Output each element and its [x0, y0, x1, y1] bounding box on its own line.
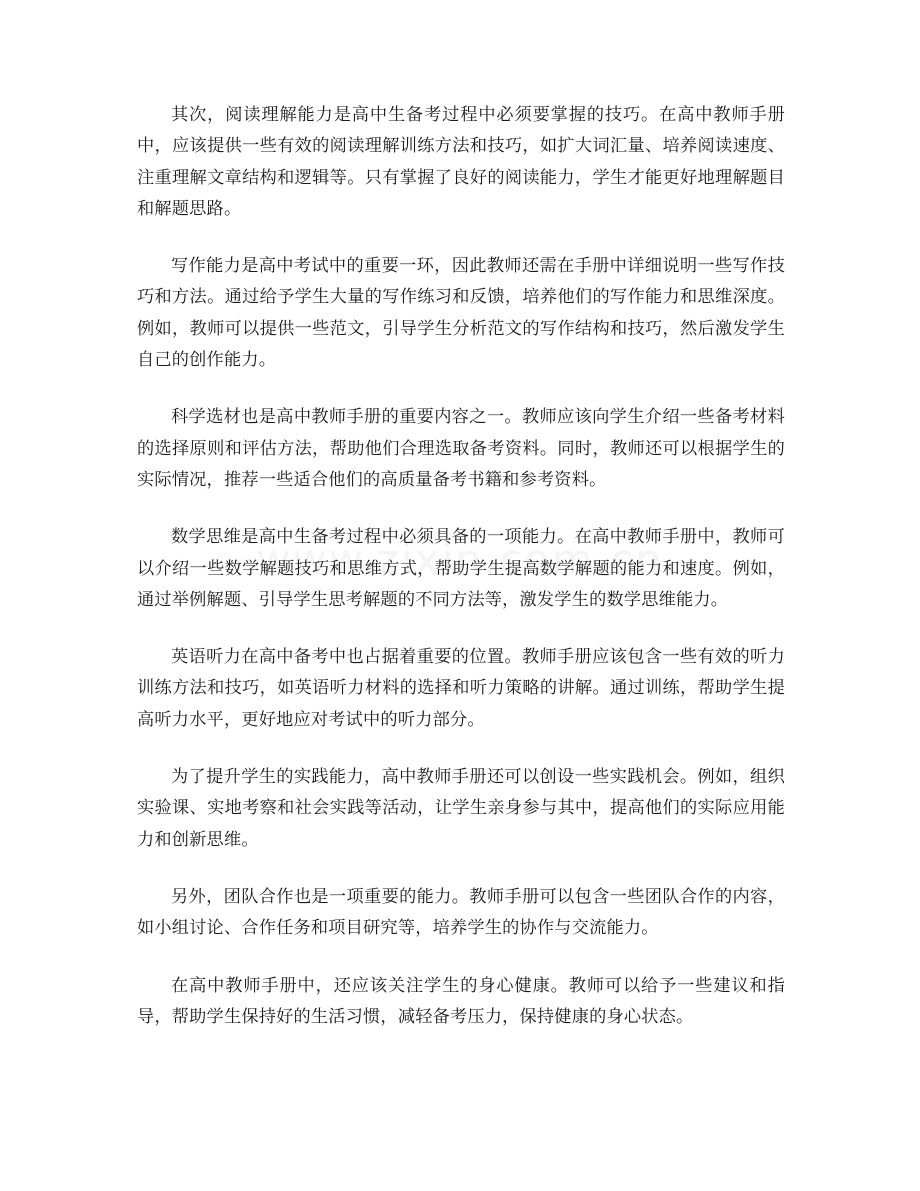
paragraph-materials: 科学选材也是高中教师手册的重要内容之一。教师应该向学生介绍一些备考材料的选择原则和评估方法，帮助他们合理选取备考资料。同时，教师还可以根据学生的实际情况，推荐一些适合他们的高质量备考书籍和参考资料。 — [137, 407, 785, 490]
paragraph-writing: 写作能力是高中考试中的重要一环，因此教师还需在手册中详细说明一些写作技巧和方法。通过给予学生大量的写作练习和反馈，培养他们的写作能力和思维深度。例如，教师可以提供一些范文，引导学生分析范文的写作结构和技巧，然后激发学生自己的创作能力。 — [137, 256, 785, 371]
paragraph-math: 数学思维是高中生备考过程中必须具备的一项能力。在高中教师手册中，教师可以介绍一些数学解题技巧和思维方式，帮助学生提高数学解题的能力和速度。例如，通过举例解题、引导学生思考解题的不同方法等，激发学生的数学思维能力。 — [137, 527, 785, 610]
paragraph-health: 在高中教师手册中，还应该关注学生的身心健康。教师可以给予一些建议和指导，帮助学生保持好的生活习惯，减轻备考压力，保持健康的身心状态。 — [137, 975, 785, 1027]
paragraph-teamwork: 另外，团队合作也是一项重要的能力。教师手册可以包含一些团队合作的内容，如小组讨论、合作任务和项目研究等，培养学生的协作与交流能力。 — [137, 886, 785, 939]
paragraph-practice: 为了提升学生的实践能力，高中教师手册还可以创设一些实践机会。例如，组织实验课、实地考察和社会实践等活动，让学生亲身参与其中，提高他们的实际应用能力和创新思维。 — [137, 767, 785, 850]
paragraph-listening: 英语听力在高中备考中也占据着重要的位置。教师手册应该包含一些有效的听力训练方法和技巧，如英语听力材料的选择和听力策略的讲解。通过训练，帮助学生提高听力水平，更好地应对考试中的听力部分。 — [137, 647, 785, 730]
paragraph-reading: 其次，阅读理解能力是高中生备考过程中必须要掌握的技巧。在高中教师手册中，应该提供一些有效的阅读理解训练方法和技巧，如扩大词汇量、培养阅读速度、注重理解文章结构和逻辑等。只有掌握了良好的阅读能力，学生才能更好地理解题目和解题思路。 — [137, 105, 785, 219]
document-body — [137, 100, 785, 1059]
